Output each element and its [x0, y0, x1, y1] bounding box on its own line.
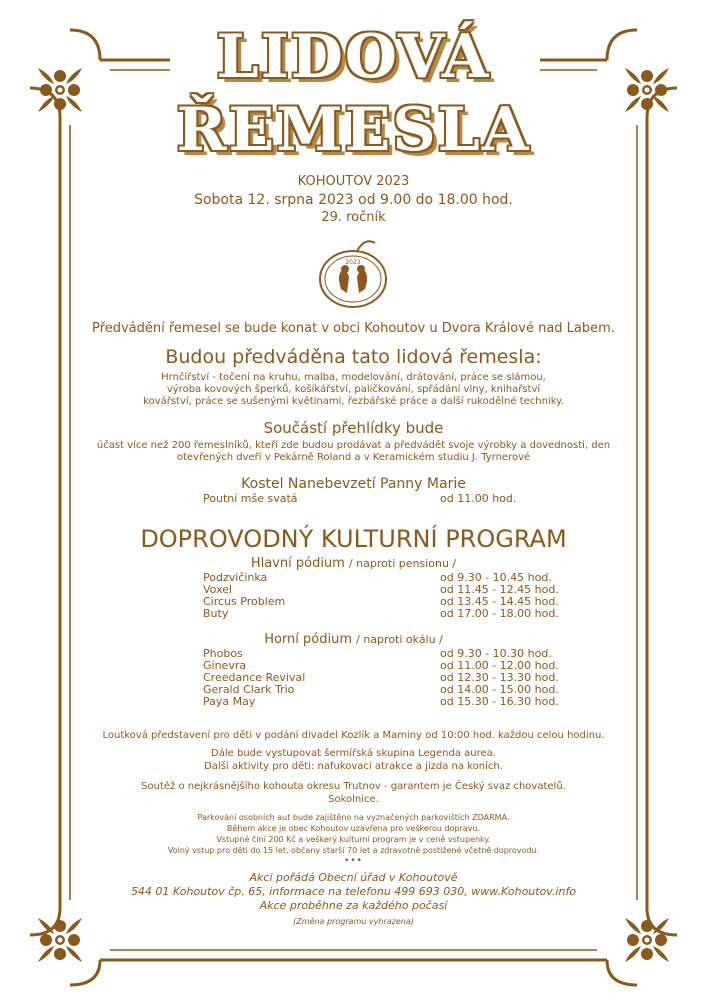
contest-text: Soutěž o nejkrásnějšího kohouta okresu Trutnov - garantem je Český svaz chovatelů.: [141, 781, 566, 792]
performer-name: Podzvičinka: [203, 571, 268, 584]
performer-name: Gerald Clark Trio: [203, 683, 295, 696]
location: KOHOUTOV 2023: [297, 174, 410, 189]
performance-time: od 12.30 - 13.30 hod.: [440, 671, 559, 684]
separator-dots: •••: [344, 856, 363, 866]
main-stage-heading: [0, 556, 707, 571]
performer-name: Buty: [203, 607, 229, 620]
crafts-line-2: výroba kovových šperků, košíkářství, paličkování, spřádání vlny, knihařství: [166, 384, 541, 395]
performance-time: od 11.45 - 12.45 hod.: [440, 583, 559, 596]
footer-contact: 544 01 Kohoutov čp. 65, informace na telefonu 499 693 030, www.Kohoutov.info: [130, 885, 577, 898]
crafts-line-3: kovářství, práce se sušenými květinami, řezbářské práce a další rukodělné techniky.: [143, 396, 564, 407]
info-traffic: Během akce je obec Kohoutov uzavřena pro veškerou dopravu.: [226, 824, 481, 833]
upper-stage-note: / naproti okálu /: [356, 633, 443, 646]
performer-name: Ginevra: [203, 659, 247, 672]
falconry-text: Sokolnice.: [328, 794, 379, 805]
main-stage-title: Hlavní pódium: [250, 556, 345, 571]
show-line-1: účast více než 200 řemeslníků, kteří zde budou prodávat a předvádět svoje výrobky a dovednosti, den: [96, 440, 611, 451]
edition: 29. ročník: [321, 210, 386, 225]
performer-name: Phobos: [203, 647, 243, 660]
schedule-row: [203, 608, 563, 620]
performance-time: od 13.45 - 14.45 hod.: [440, 595, 559, 608]
performance-time: od 15.30 - 16.30 hod.: [440, 695, 559, 708]
show-line-2: otevřených dveří v Pekárně Roland a v Keramickém studiu J. Tyrnerové: [176, 452, 531, 463]
event-logo: [313, 233, 393, 311]
upper-stage-schedule: [203, 648, 563, 708]
church-item: Poutní mše svatá: [203, 492, 298, 505]
crafts-heading: Budou předváděna tato lidová řemesla:: [165, 346, 542, 368]
puppet-show-text: Loutková představení pro děti v podání divadel Kozlík a Maminy od 10:00 hod. každou celou hodinu.: [102, 730, 605, 741]
kids-activities-text: Další aktivity pro děti: nafukovací atrakce a jízda na koních.: [204, 761, 503, 772]
performance-time: od 11.00 - 12.00 hod.: [440, 659, 559, 672]
footer-weather: Akce proběhne za každého počasí: [259, 899, 448, 912]
crafts-line-1: Hrnčířství - točení na kruhu, malba, modelování, drátování, práce se slámou,: [161, 372, 546, 383]
title-line-2: ŘEMESLA: [176, 95, 531, 165]
upper-stage-title: Horní pódium: [264, 632, 352, 647]
main-stage-note: / naproti pensionu /: [348, 557, 457, 570]
performance-time: od 9.30 - 10.45 hod.: [440, 571, 552, 584]
intro-text: Předvádění řemesel se bude konat v obci Kohoutov u Dvora Králové nad Labem.: [92, 321, 615, 336]
show-heading: Součástí přehlídky bude: [263, 419, 444, 437]
performance-time: od 17.00 - 18.00 hod.: [440, 607, 559, 620]
title-line-1: LIDOVÁ: [216, 22, 491, 92]
church-row: [203, 493, 563, 505]
performer-name: Voxel: [203, 583, 233, 596]
footer-note: (Změna programu vyhrazena): [293, 917, 414, 926]
performance-time: od 9.30 - 10.30 hod.: [440, 647, 552, 660]
info-parking: Parkování osobních aut bude zajištěno na vyznačených parkovištích ZDARMA.: [197, 813, 510, 822]
church-time: od 11.00 hod.: [440, 492, 517, 505]
event-datetime: Sobota 12. srpna 2023 od 9.00 do 18.00 hod.: [194, 192, 513, 208]
performer-name: Creedance Revival: [203, 671, 306, 684]
footer-organizer: Akci pořádá Obecní úřad v Kohoutově: [249, 871, 458, 884]
program-heading: DOPROVODNÝ KULTURNÍ PROGRAM: [140, 525, 567, 553]
upper-stage-heading: [0, 632, 707, 647]
performance-time: od 14.00 - 15.00 hod.: [440, 683, 559, 696]
performer-name: Circus Problem: [203, 595, 286, 608]
main-stage-schedule: [203, 572, 563, 620]
logo-year: 2023: [345, 259, 361, 266]
performer-name: Paya May: [203, 695, 256, 708]
church-heading: Kostel Nanebevzetí Panny Marie: [241, 476, 466, 492]
info-free-entry: Volný vstup pro děti do 15 let, občany starší 70 let a zdravotně postižené včetně doprovodu.: [167, 846, 540, 855]
fencing-text: Dále bude vystupovat šermířská skupina Legenda aurea.: [211, 748, 496, 759]
info-admission: Vstupné činí 200 Kč a veškerý kulturní program je v ceně vstupenky.: [216, 835, 491, 844]
schedule-row: [203, 696, 563, 708]
